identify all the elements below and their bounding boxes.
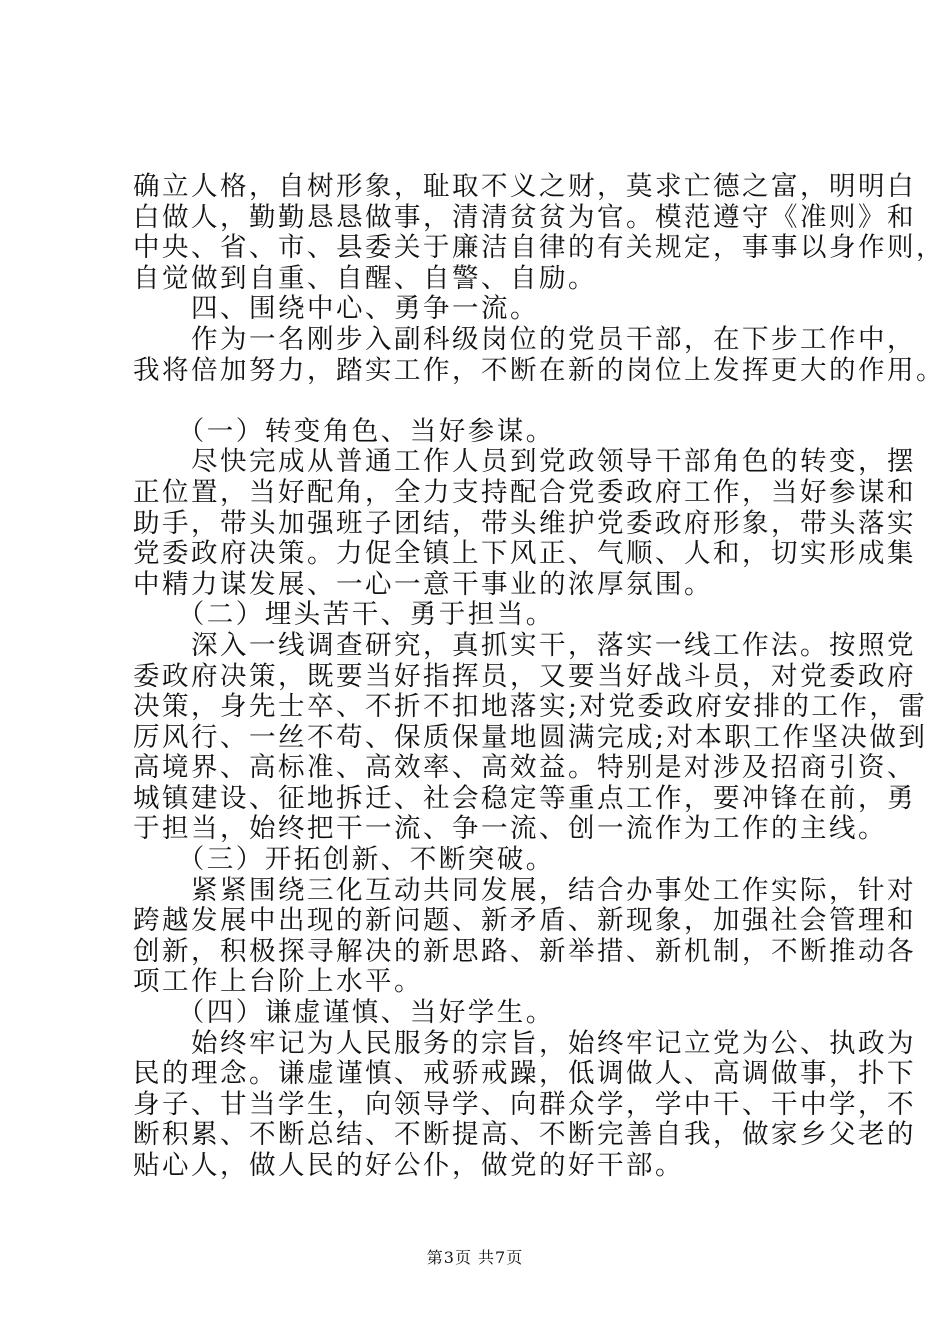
text-line: 创新，积极探寻解决的新思路、新举措、新机制，不断推动各 — [133, 935, 916, 967]
text-line: 党委政府决策。力促全镇上下风正、气顺、人和，切实形成集 — [133, 538, 916, 570]
text-line: 项工作上台阶上水平。 — [133, 966, 423, 998]
text-line: 身子、甘当学生，向领导学、向群众学，学中干、干中学，不 — [133, 1088, 916, 1120]
text-line: 始终牢记为人民服务的宗旨，始终牢记立党为公、执政为 — [133, 1027, 916, 1059]
text-line: 白做人，勤勤恳恳做事，清清贫贫为官。模范遵守《准则》和 — [133, 201, 916, 233]
text-line: 四、围绕中心、勇争一流。 — [133, 293, 539, 325]
page-number-footer: 第3页 共7页 — [426, 1248, 524, 1267]
text-line: 断积累、不断总结、不断提高、不断完善自我，做家乡父老的 — [133, 1119, 916, 1151]
text-line: 助手，带头加强班子团结，带头维护党委政府形象，带头落实 — [133, 507, 916, 539]
text-line: 跨越发展中出现的新问题、新矛盾、新现象，加强社会管理和 — [133, 905, 916, 937]
text-line: 城镇建设、征地拆迁、社会稳定等重点工作，要冲锋在前，勇 — [133, 782, 916, 814]
text-line: 决策，身先士卒、不折不扣地落实;对党委政府安排的工作，雷 — [133, 691, 928, 723]
text-line: 委政府决策，既要当好指挥员，又要当好战斗员，对党委政府 — [133, 660, 916, 692]
text-line: 正位置，当好配角，全力支持配合党委政府工作，当好参谋和 — [133, 476, 916, 508]
text-line: 深入一线调查研究，真抓实干，落实一线工作法。按照党 — [133, 629, 916, 661]
text-line: 作为一名刚步入副科级岗位的党员干部，在下步工作中， — [133, 323, 916, 355]
text-line: （四）谦虚谨慎、当好学生。 — [133, 997, 555, 1029]
text-line: 中精力谋发展、一心一意干事业的浓厚氛围。 — [133, 568, 713, 600]
text-line: 厉风行、一丝不苟、保质保量地圆满完成;对本职工作坚决做到 — [133, 721, 928, 753]
text-line: 确立人格，自树形象，耻取不义之财，莫求亡德之富，明明白 — [133, 171, 916, 202]
text-line: （一）转变角色、当好参谋。 — [133, 415, 555, 447]
text-line: 贴心人，做人民的好公仆，做党的好干部。 — [133, 1150, 684, 1181]
text-line: （三）开拓创新、不断突破。 — [133, 844, 555, 876]
text-line: 于担当，始终把干一流、争一流、创一流作为工作的主线。 — [133, 813, 887, 845]
text-line: 紧紧围绕三化互动共同发展，结合办事处工作实际，针对 — [133, 874, 916, 906]
blank-line — [133, 386, 841, 417]
document-body — [133, 171, 945, 1182]
text-line: 尽快完成从普通工作人员到党政领导干部角色的转变，摆 — [133, 446, 916, 478]
text-line: 我将倍加努力，踏实工作，不断在新的岗位上发挥更大的作用。 — [133, 354, 945, 386]
text-line: 民的理念。谦虚谨慎、戒骄戒躁，低调做人、高调做事，扑下 — [133, 1058, 916, 1090]
text-line: 中央、省、市、县委关于廉洁自律的有关规定，事事以身作则， — [133, 232, 945, 264]
text-line: 高境界、高标准、高效率、高效益。特别是对涉及招商引资、 — [133, 752, 916, 784]
text-line: 自觉做到自重、自醒、自警、自励。 — [133, 262, 597, 294]
text-line: （二）埋头苦干、勇于担当。 — [133, 599, 555, 631]
